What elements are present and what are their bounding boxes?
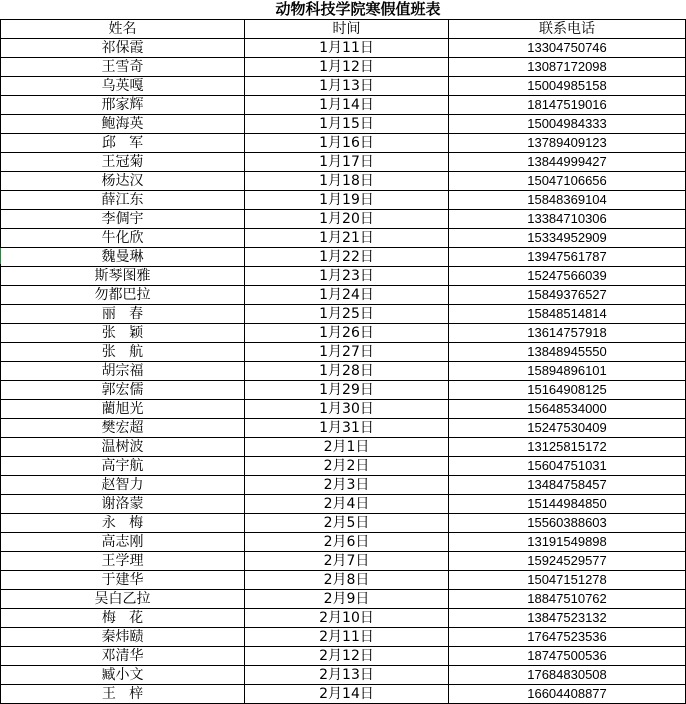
date-cell[interactable]: 2月5日: [245, 514, 449, 533]
phone-cell[interactable]: 15604751031: [449, 457, 686, 476]
date-cell[interactable]: 1月21日: [245, 229, 449, 248]
table-row: [1, 628, 686, 647]
table-row: [1, 571, 686, 590]
phone-cell[interactable]: 17647523536: [449, 628, 686, 647]
date-cell[interactable]: 2月3日: [245, 476, 449, 495]
name-cell[interactable]: 邱 军: [1, 134, 245, 153]
date-cell[interactable]: 2月11日: [245, 628, 449, 647]
table-row: [1, 514, 686, 533]
header-date[interactable]: 时间: [245, 20, 449, 39]
name-cell[interactable]: 秦炜赜: [1, 628, 245, 647]
table-row: [1, 381, 686, 400]
table-row: [1, 58, 686, 77]
date-cell[interactable]: 2月7日: [245, 552, 449, 571]
phone-cell[interactable]: 15648534000: [449, 400, 686, 419]
name-cell[interactable]: 乌英嘎: [1, 77, 245, 96]
table-row: [1, 476, 686, 495]
table-row: [1, 267, 686, 286]
phone-cell[interactable]: 16604408877: [449, 685, 686, 704]
name-cell[interactable]: 樊宏超: [1, 419, 245, 438]
name-cell[interactable]: 谢洛蒙: [1, 495, 245, 514]
name-cell[interactable]: 高志刚: [1, 533, 245, 552]
table-row: [1, 286, 686, 305]
name-cell[interactable]: 薛江东: [1, 191, 245, 210]
name-cell[interactable]: 魏曼琳: [1, 248, 245, 267]
table-row: [1, 362, 686, 381]
phone-cell[interactable]: 15894896101: [449, 362, 686, 381]
phone-cell[interactable]: 17684830508: [449, 666, 686, 685]
table-row: [1, 77, 686, 96]
name-cell[interactable]: 高宇航: [1, 457, 245, 476]
phone-cell[interactable]: 18747500536: [449, 647, 686, 666]
phone-cell[interactable]: 18147519016: [449, 96, 686, 115]
table-row: [1, 305, 686, 324]
header-row: [1, 20, 686, 39]
table-row: [1, 438, 686, 457]
name-cell[interactable]: 鲍海英: [1, 115, 245, 134]
phone-cell[interactable]: 15560388603: [449, 514, 686, 533]
date-cell[interactable]: 1月17日: [245, 153, 449, 172]
name-cell[interactable]: 于建华: [1, 571, 245, 590]
phone-cell[interactable]: 15004985158: [449, 77, 686, 96]
date-cell[interactable]: 1月16日: [245, 134, 449, 153]
table-row: [1, 134, 686, 153]
name-cell[interactable]: 郭宏儒: [1, 381, 245, 400]
name-cell[interactable]: 藺旭光: [1, 400, 245, 419]
table-row: [1, 533, 686, 552]
table-row: [1, 400, 686, 419]
table-row: [1, 419, 686, 438]
name-cell[interactable]: 祁保霞: [1, 39, 245, 58]
date-cell[interactable]: 1月26日: [245, 324, 449, 343]
date-cell[interactable]: 1月31日: [245, 419, 449, 438]
date-cell[interactable]: 1月29日: [245, 381, 449, 400]
date-cell[interactable]: 2月4日: [245, 495, 449, 514]
name-cell[interactable]: 梅 花: [1, 609, 245, 628]
duty-table: [0, 19, 686, 704]
date-cell[interactable]: 2月10日: [245, 609, 449, 628]
table-row: [1, 210, 686, 229]
table-row: [1, 96, 686, 115]
date-cell[interactable]: 2月8日: [245, 571, 449, 590]
table-row: [1, 153, 686, 172]
name-cell[interactable]: 温树波: [1, 438, 245, 457]
phone-cell[interactable]: 13384710306: [449, 210, 686, 229]
header-name[interactable]: 姓名: [1, 20, 245, 39]
date-cell[interactable]: 2月1日: [245, 438, 449, 457]
date-cell[interactable]: 2月9日: [245, 590, 449, 609]
phone-cell[interactable]: 15848369104: [449, 191, 686, 210]
name-cell[interactable]: 张 航: [1, 343, 245, 362]
name-cell[interactable]: 永 梅: [1, 514, 245, 533]
name-cell[interactable]: 邓清华: [1, 647, 245, 666]
name-cell[interactable]: 赵智力: [1, 476, 245, 495]
table-row: [1, 343, 686, 362]
phone-cell[interactable]: 13789409123: [449, 134, 686, 153]
phone-cell[interactable]: 13848945550: [449, 343, 686, 362]
phone-cell[interactable]: 13847523132: [449, 609, 686, 628]
date-cell[interactable]: 1月19日: [245, 191, 449, 210]
table-row: [1, 590, 686, 609]
phone-cell[interactable]: 15247530409: [449, 419, 686, 438]
date-cell[interactable]: 1月24日: [245, 286, 449, 305]
table-row: [1, 666, 686, 685]
name-cell[interactable]: 李倜宇: [1, 210, 245, 229]
cell-selection-marker: [0, 248, 1, 264]
phone-cell[interactable]: 18847510762: [449, 590, 686, 609]
date-cell[interactable]: 2月14日: [245, 685, 449, 704]
date-cell[interactable]: 1月22日: [245, 248, 449, 267]
table-body: [1, 39, 686, 704]
table-row: [1, 229, 686, 248]
phone-cell[interactable]: 13844999427: [449, 153, 686, 172]
table-row: [1, 191, 686, 210]
phone-cell[interactable]: 13304750746: [449, 39, 686, 58]
phone-cell[interactable]: 15144984850: [449, 495, 686, 514]
phone-cell[interactable]: 13614757918: [449, 324, 686, 343]
date-cell[interactable]: 1月11日: [245, 39, 449, 58]
date-cell[interactable]: 1月12日: [245, 58, 449, 77]
name-cell[interactable]: 王雪奇: [1, 58, 245, 77]
phone-cell[interactable]: 13087172098: [449, 58, 686, 77]
table-row: [1, 685, 686, 704]
name-cell[interactable]: 吴白乙拉: [1, 590, 245, 609]
phone-cell[interactable]: 15164908125: [449, 381, 686, 400]
phone-cell[interactable]: 15848514814: [449, 305, 686, 324]
table-row: [1, 115, 686, 134]
name-cell[interactable]: 牛化欣: [1, 229, 245, 248]
table-row: [1, 324, 686, 343]
table-row: [1, 172, 686, 191]
table-row: [1, 248, 686, 267]
date-cell[interactable]: 1月14日: [245, 96, 449, 115]
date-cell[interactable]: 1月15日: [245, 115, 449, 134]
date-cell[interactable]: 2月6日: [245, 533, 449, 552]
phone-cell[interactable]: 15924529577: [449, 552, 686, 571]
sheet-title: 动物科技学院寒假值班表: [275, 0, 441, 18]
header-phone[interactable]: 联系电话: [449, 20, 686, 39]
table-row: [1, 39, 686, 58]
name-cell[interactable]: 胡宗福: [1, 362, 245, 381]
phone-cell[interactable]: 15047106656: [449, 172, 686, 191]
name-cell[interactable]: 斯琴图雅: [1, 267, 245, 286]
name-cell[interactable]: 勿都巴拉: [1, 286, 245, 305]
name-cell[interactable]: 王冠菊: [1, 153, 245, 172]
name-cell[interactable]: 臧小文: [1, 666, 245, 685]
date-cell[interactable]: 1月13日: [245, 77, 449, 96]
table-row: [1, 495, 686, 514]
date-cell[interactable]: 1月28日: [245, 362, 449, 381]
phone-cell[interactable]: 13191549898: [449, 533, 686, 552]
table-row: [1, 647, 686, 666]
phone-cell[interactable]: 15047151278: [449, 571, 686, 590]
phone-cell[interactable]: 15004984333: [449, 115, 686, 134]
table-row: [1, 609, 686, 628]
date-cell[interactable]: 2月13日: [245, 666, 449, 685]
table-row: [1, 457, 686, 476]
phone-cell[interactable]: 13125815172: [449, 438, 686, 457]
date-cell[interactable]: 2月12日: [245, 647, 449, 666]
name-cell[interactable]: 杨达汉: [1, 172, 245, 191]
date-cell[interactable]: 2月2日: [245, 457, 449, 476]
phone-cell[interactable]: 13947561787: [449, 248, 686, 267]
date-cell[interactable]: 1月30日: [245, 400, 449, 419]
phone-cell[interactable]: 15334952909: [449, 229, 686, 248]
date-cell[interactable]: 1月25日: [245, 305, 449, 324]
name-cell[interactable]: 丽 春: [1, 305, 245, 324]
name-cell[interactable]: 邢家辉: [1, 96, 245, 115]
date-cell[interactable]: 1月18日: [245, 172, 449, 191]
phone-cell[interactable]: 15849376527: [449, 286, 686, 305]
name-cell[interactable]: 张 颖: [1, 324, 245, 343]
name-cell[interactable]: 王 梓: [1, 685, 245, 704]
name-cell[interactable]: 王学理: [1, 552, 245, 571]
table-row: [1, 552, 686, 571]
date-cell[interactable]: 1月27日: [245, 343, 449, 362]
date-cell[interactable]: 1月20日: [245, 210, 449, 229]
date-cell[interactable]: 1月23日: [245, 267, 449, 286]
phone-cell[interactable]: 13484758457: [449, 476, 686, 495]
phone-cell[interactable]: 15247566039: [449, 267, 686, 286]
